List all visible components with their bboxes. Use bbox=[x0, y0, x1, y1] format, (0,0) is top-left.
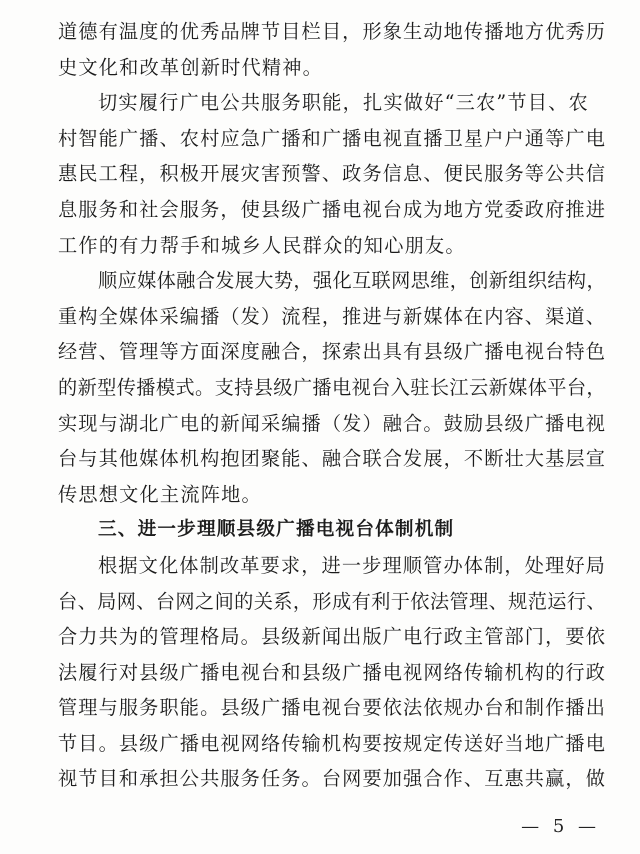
text-line: 工作的有力帮手和城乡人民群众的知心朋友。 bbox=[58, 233, 466, 257]
text-line: 台、局网、台网之间的关系，形成有利于依法管理、规范运行、 bbox=[58, 589, 606, 613]
text-line: 实现与湖北广电的新闻采编播（发）融合。鼓励县级广播电视 bbox=[58, 411, 606, 435]
page-number: — 5 — bbox=[521, 816, 600, 837]
text-line: 根据文化体制改革要求，进一步理顺管办体制，处理好局 bbox=[98, 553, 606, 577]
text-line: 重构全媒体采编播（发）流程，推进与新媒体在内容、渠道、 bbox=[58, 304, 606, 328]
text-line: 道德有温度的优秀品牌节目栏目，形象生动地传播地方优秀历 bbox=[58, 20, 606, 43]
text-line: 台与其他媒体机构抱团聚能、融合联合发展，不断壮大基层宣 bbox=[58, 447, 606, 471]
text-line: 惠民工程，积极开展灾害预警、政务信息、便民服务等公共信 bbox=[58, 162, 606, 186]
text-line: 法履行对县级广播电视台和县级广播电视网络传输机构的行政 bbox=[58, 660, 606, 684]
section-heading: 三、进一步理顺县级广播电视台体制机制 bbox=[98, 519, 455, 541]
text-line: 视节目和承担公共服务任务。台网要加强合作、互惠共赢，做 bbox=[58, 767, 606, 791]
text-line: 管理与服务职能。县级广播电视台要依法依规办台和制作播出 bbox=[58, 696, 606, 720]
text-line: 顺应媒体融合发展大势，强化互联网思维，创新组织结构， bbox=[98, 269, 606, 293]
text-line: 息服务和社会服务，使县级广播电视台成为地方党委政府推进 bbox=[58, 197, 606, 221]
text-line: 传思想文化主流阵地。 bbox=[58, 482, 262, 506]
text-line: 村智能广播、农村应急广播和广播电视直播卫星户户通等广电 bbox=[58, 126, 606, 150]
text-line: 节目。县级广播电视网络传输机构要按规定传送好当地广播电 bbox=[58, 731, 606, 755]
body-text bbox=[58, 14, 606, 797]
text-line: 切实履行广电公共服务职能，扎实做好“三农”节目、农 bbox=[98, 91, 589, 115]
text-line: 合力共为的管理格局。县级新闻出版广电行政主管部门，要依 bbox=[58, 625, 606, 649]
text-line: 史文化和改革创新时代精神。 bbox=[58, 55, 324, 79]
text-line: 经营、管理等方面深度融合，探索出具有县级广播电视台特色 bbox=[58, 340, 606, 364]
text-line: 的新型传播模式。支持县级广播电视台入驻长江云新媒体平台， bbox=[58, 375, 606, 399]
